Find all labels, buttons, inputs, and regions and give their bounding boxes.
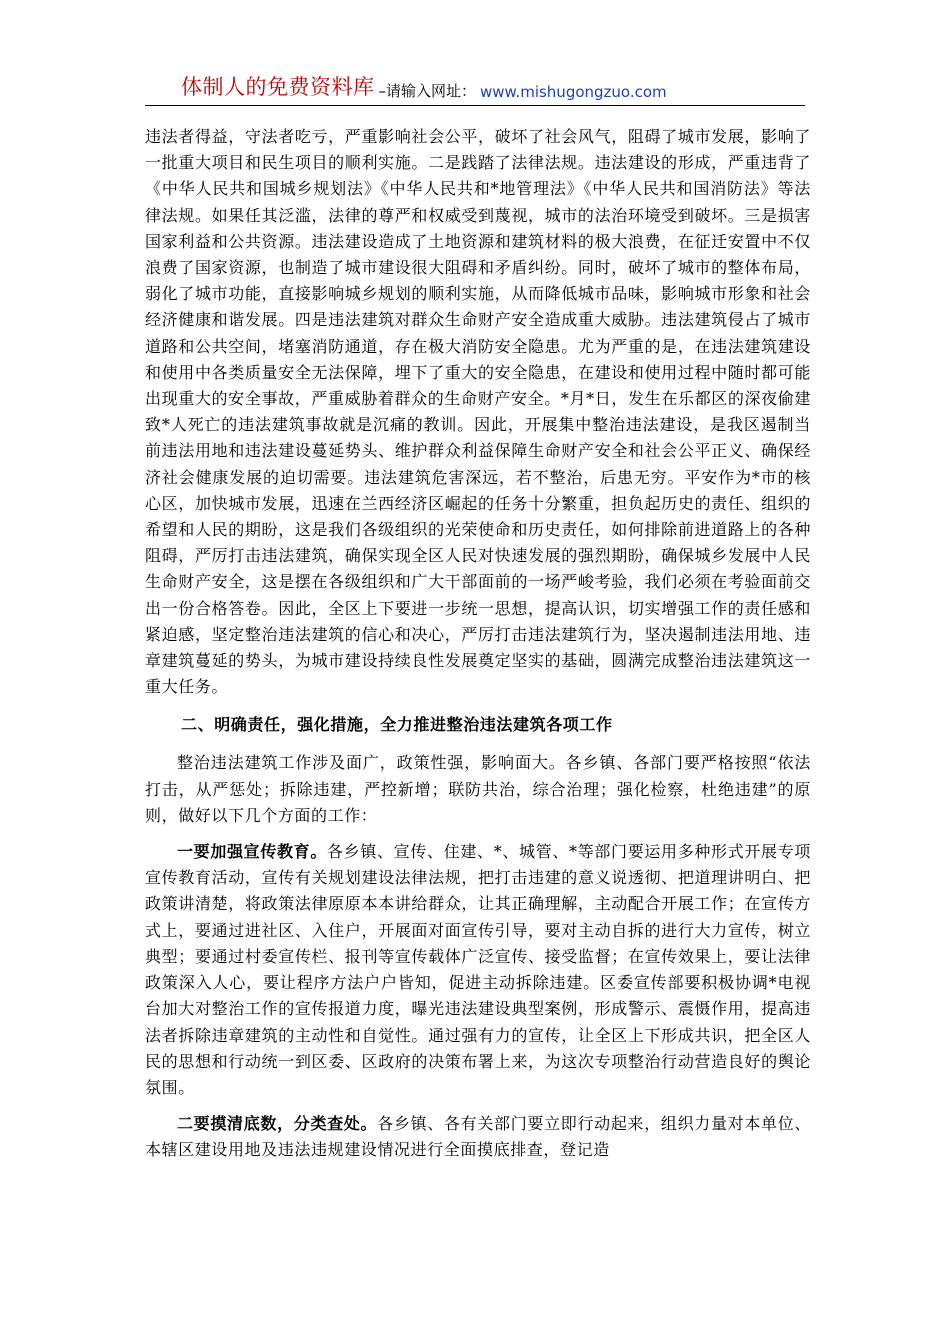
header-url-link[interactable]: www.mishugongzuo.com [480, 83, 667, 101]
paragraph-survey [145, 1111, 811, 1163]
paragraph-publicity-text: 各乡镇、宣传、住建、*、城管、*等部门要运用多种形式开展专项宣传教育活动，宣传有关规划建设法律法规，把打击违建的意义说透彻、把道理讲明白、把政策讲清楚，将政策法律原原本本讲给群众，让其正确理解，主动配合开展工作；在宣传方式上，要通过进社区、入住户，开展面对面宣传引导，要对主动自拆的进行大力宣传，树立典型；要通过村委宣传栏、报刊等宣传载体广泛宣传、接受监督；在宣传效果上，要让法律政策深入人心，要让程序方法户户皆知，促进主动拆除违建。区委宣传部要积极协调*电视台加大对整治工作的宣传报道力度，曝光违法建设典型案例，形成警示、震慑作用，提高违法者拆除违章建筑的主动性和自觉性。通过强有力的宣传，让全区上下形成共识，把全区人民的思想和行动统一到区委、区政府的决策布署上来，为这次专项整治行动营造良好的舆论氛围。 [145, 842, 811, 1097]
paragraph-survey-text: 各乡镇、各有关部门要立即行动起来，组织力量对本单位、本辖区建设用地及违法违规建设情况进行全面摸底排查，登记造 [145, 1114, 811, 1160]
paragraph-continued: 违法者得益，守法者吃亏，严重影响社会公平，破坏了社会风气，阻碍了城市发展，影响了一批重大项目和民生项目的顺利实施。二是践踏了法律法规。违法建设的形成，严重违背了《中华人民共和国城乡规划法》《中华人民共和*地管理法》《中华人民共和国消防法》等法律法规。如果任其泛滥，法律的尊严和权威受到蔑视，城市的法治环境受到破坏。三是损害国家利益和公共资源。违法建设造成了土地资源和建筑材料的极大浪费，在征迁安置中不仅浪费了国家资源，也制造了城市建设很大阻碍和矛盾纠纷。同时，破坏了城市的整体布局，弱化了城市功能，直接影响城乡规划的顺利实施，从而降低城市品味，影响城市形象和社会经济健康和谐发展。四是违法建筑对群众生命财产安全造成重大威胁。违法建筑侵占了城市道路和公共空间，堵塞消防通道，存在极大消防安全隐患。尤为严重的是，在违法建筑建设和使用中各类质量安全无法保障，埋下了重大的安全隐患，在建设和使用过程中随时都可能出现重大的安全事故，严重威胁着群众的生命财产安全。*月*日，发生在乐都区的深夜偷建致*人死亡的违法建筑事故就是沉痛的教训。因此，开展集中整治违法建设，是我区遏制当前违法用地和违法建设蔓延势头、维护群众利益保障生命财产安全和社会公平正义、确保经济社会健康发展的迫切需要。违法建筑危害深远，若不整治，后患无穷。平安作为*市的核心区，加快城市发展，迅速在兰西经济区崛起的任务十分繁重，担负起历史的责任、组织的希望和人民的期盼，这是我们各级组织的光荣使命和历史责任，如何排除前进道路上的各种阻碍，严厉打击违法建筑，确保实现全区人民对快速发展的强烈期盼，确保城乡发展中人民生命财产安全，这是摆在各级组织和广大干部面前的一场严峻考验，我们必须在考验面前交出一份合格答卷。因此，全区上下要进一步统一思想，提高认识，切实增强工作的责任感和紧迫感，坚定整治违法建筑的信心和决心，严厉打击违法建筑行为，坚决遏制违法用地、违章建筑蔓延的势头，为城市建设持续良性发展奠定坚实的基础，圆满完成整治违法建筑这一重大任务。 [145, 127, 811, 697]
paragraph-publicity-lead: 一要加强宣传教育。 [177, 842, 328, 862]
paragraph-survey-lead: 二要摸清底数，分类查处。 [177, 1114, 378, 1134]
paragraph-publicity [145, 839, 811, 1101]
header-brand: 体制人的免费资料库 [181, 75, 375, 99]
section-heading-2: 二、明确责任，强化措施，全力推进整治违法建筑各项工作 [181, 715, 613, 735]
paragraph-principles: 整治违法建筑工作涉及面广，政策性强，影响面大。各乡镇、各部门要严格按照“依法打击，从严惩处；拆除违建，严控新增；联防共治，综合治理；强化检察，杜绝违建”的原则，做好以下几个方面的工作： [145, 753, 811, 825]
document-body [145, 124, 811, 1164]
page-header [145, 72, 805, 106]
header-prompt: –请输入网址： [378, 82, 477, 100]
